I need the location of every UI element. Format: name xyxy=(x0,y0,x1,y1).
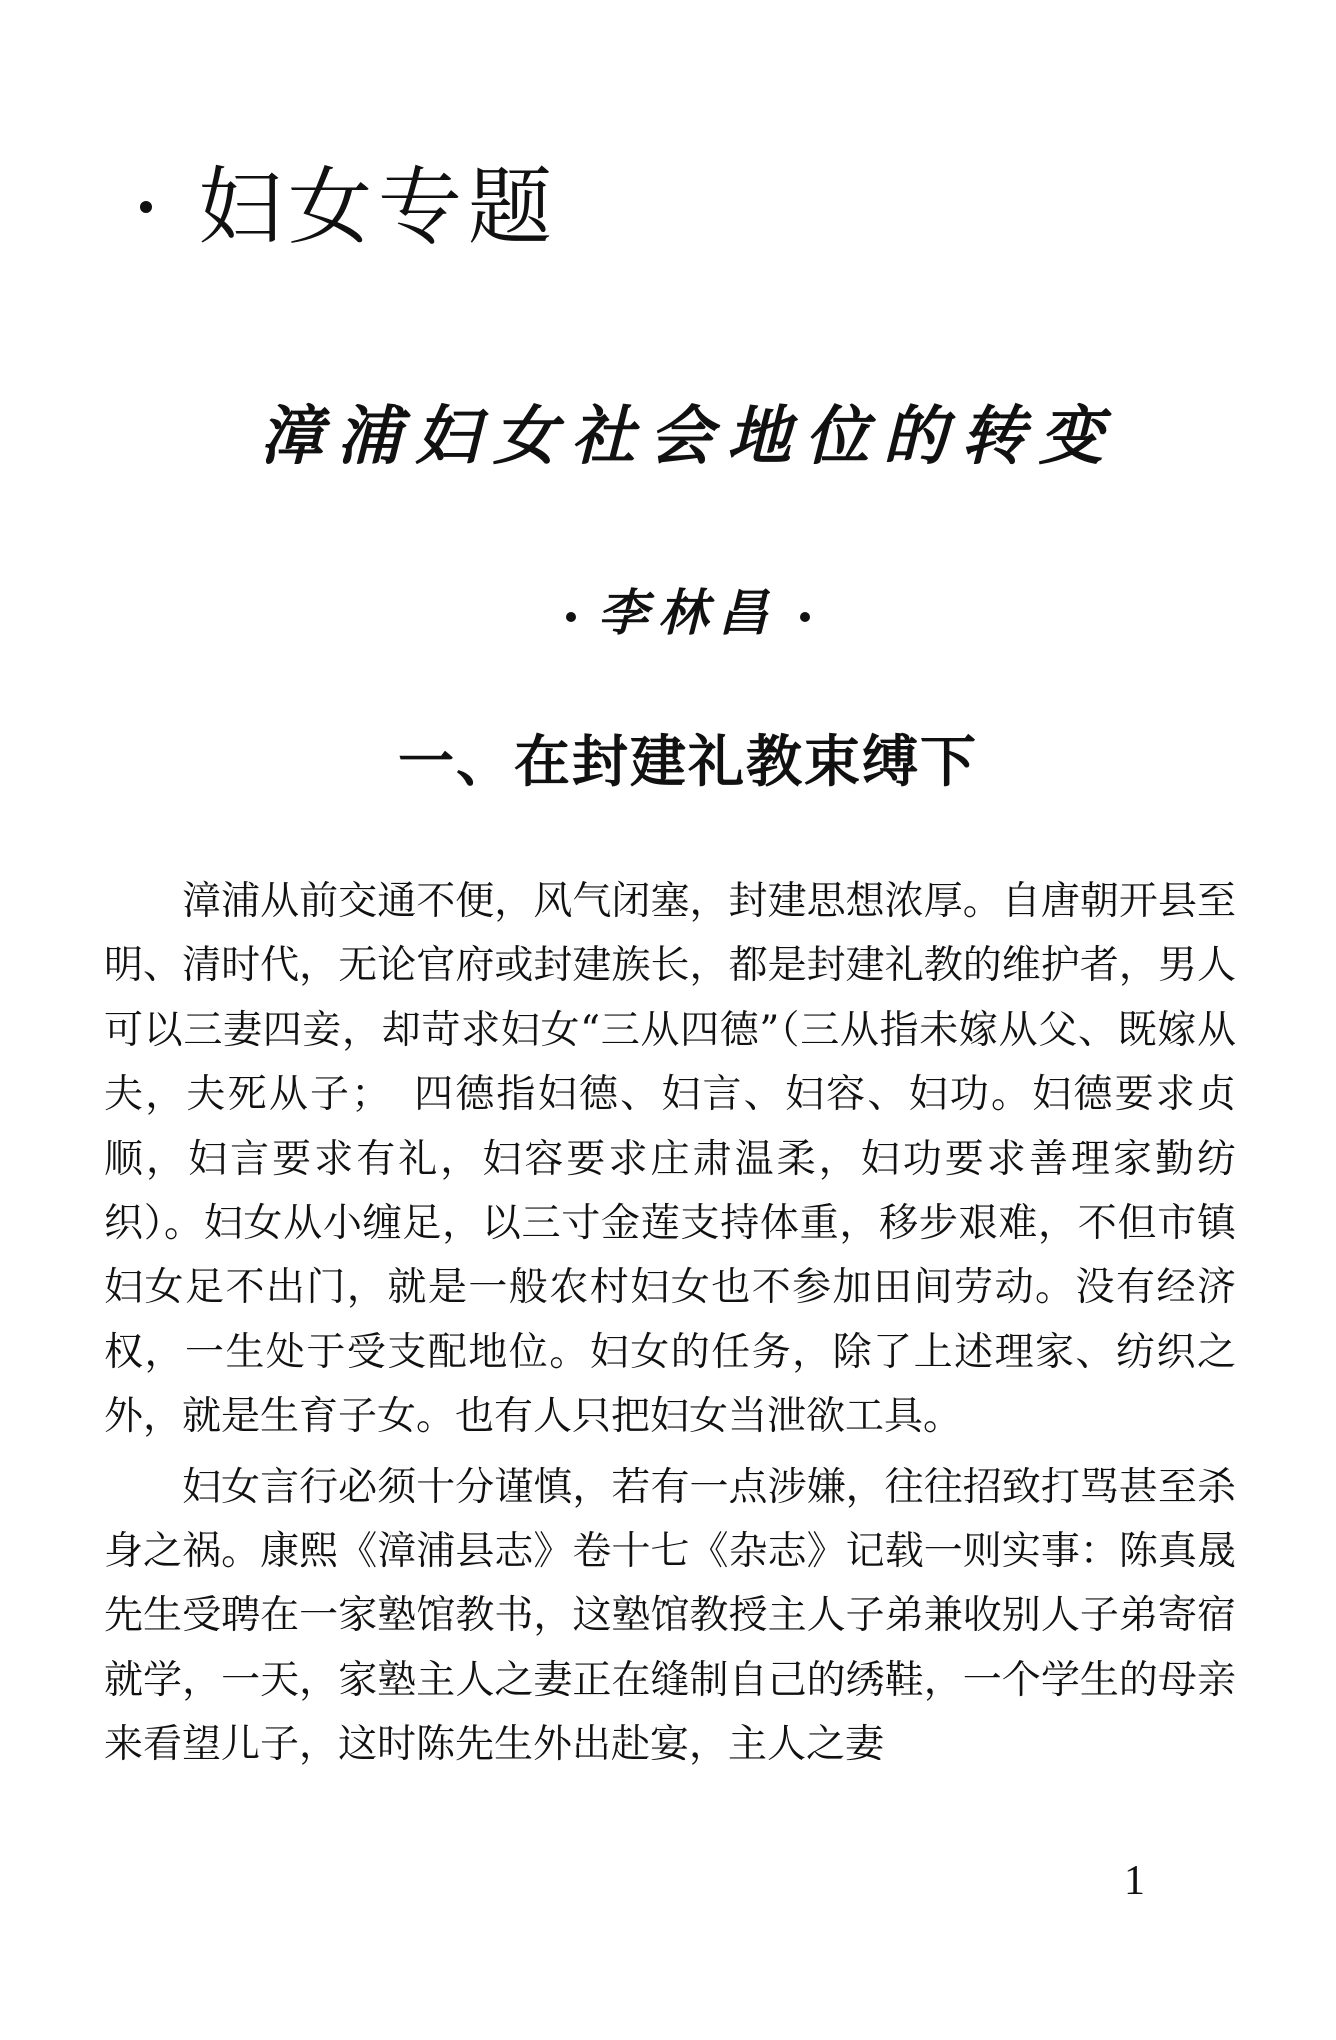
author-byline xyxy=(0,583,1336,642)
section-label xyxy=(140,158,559,256)
paragraph: 漳浦从前交通不便，风气闭塞，封建思想浓厚。自唐朝开县至明、清时代，无论官府或封建族长，都是封建礼教的维护者，男人可以三妻四妾，却苛求妇女“三从四德”（三从指未嫁从父、既嫁从夫，夫死从子； 四德指妇德、妇言、妇容、妇功。妇德要求贞顺，妇言要求有礼，妇容要求庄肃温柔，妇功要求善理家勤纺织）。妇女从小缠足，以三寸金莲支持体重，移步艰难，不但市镇妇女足不出门，就是一般农村妇女也不参加田间劳动。没有经济权，一生处于受支配地位。妇女的任务，除了上述理家、纺织之外，就是生育子女。也有人只把妇女当泄欲工具。 xyxy=(104,879,1236,1440)
author-name: 李林昌 xyxy=(598,583,778,642)
paragraph: 妇女言行必须十分谨慎，若有一点涉嫌，往往招致打骂甚至杀身之祸。康熙《漳浦县志》卷十七《杂志》记载一则实事：陈真晟先生受聘在一家塾馆教书，这塾馆教授主人子弟兼收别人子弟寄宿就学，一天，家塾主人之妻正在缝制自己的绣鞋，一个学生的母亲来看望儿子，这时陈先生外出赴宴，主人之妻 xyxy=(104,1464,1236,1768)
bullet-dot-icon xyxy=(800,612,810,622)
section-label-text: 妇女专题 xyxy=(198,158,559,256)
chapter-heading: 一、在封建礼教束缚下 xyxy=(398,730,978,795)
body-text xyxy=(104,870,1236,1784)
bullet-dot-icon xyxy=(566,612,576,622)
article-title: 漳浦妇女社会地位的转变 xyxy=(259,399,1117,474)
page-number: 1 xyxy=(1124,1858,1145,1904)
bullet-dot-icon xyxy=(140,201,152,213)
